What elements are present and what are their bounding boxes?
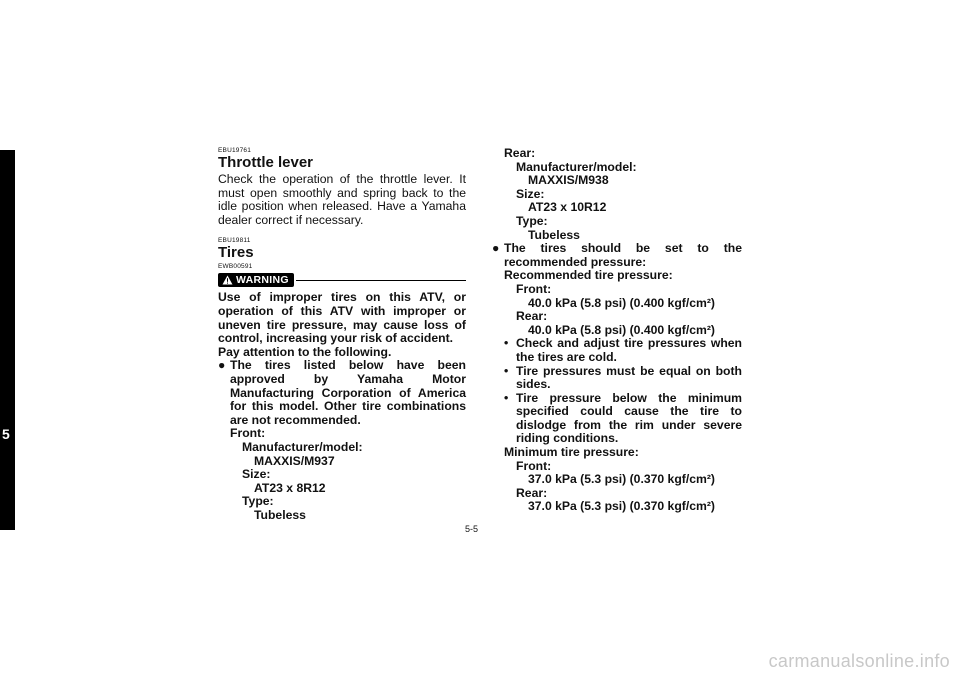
- warning-triangle-icon: [222, 275, 233, 285]
- recommended-pressure-label: Recommended tire pressure:: [504, 268, 673, 283]
- subpoint-text: Tire pressure below the minimum specified could cause the tire to dislodge from the rim under severe riding conditions.: [516, 390, 742, 446]
- rear-label: Rear:: [504, 146, 536, 160]
- rear-manufacturer-label: Manufacturer/model:: [516, 159, 637, 174]
- throttle-section-code: EBU19761: [218, 147, 252, 154]
- page-number: 5-5: [465, 524, 479, 534]
- subpoint-text: Check and adjust tire pressures when the tires are cold.: [516, 336, 742, 364]
- rec-front-label: Front:: [516, 281, 552, 296]
- front-manufacturer-value: MAXXIS/M937: [254, 453, 335, 468]
- throttle-lever-heading: Throttle lever: [218, 154, 314, 171]
- rear-size-value: AT23 x 10R12: [528, 200, 607, 215]
- bullet-small-icon: •: [504, 336, 509, 351]
- rear-size-label: Size:: [516, 186, 545, 201]
- warning-text: Use of improper tires on this ATV, or operation of this ATV with improper or uneven tire pressure, may cause loss of control, increasing your risk of accident.: [218, 290, 466, 346]
- list-item: [504, 365, 742, 392]
- rear-manufacturer-value: MAXXIS/M938: [528, 173, 609, 188]
- list-item: [504, 337, 742, 364]
- front-size-label: Size:: [242, 467, 271, 482]
- min-front-label: Front:: [516, 458, 552, 473]
- bullet-dot-icon: ●: [492, 241, 500, 256]
- min-rear-label: Rear:: [516, 485, 548, 500]
- bullet-small-icon: •: [504, 363, 509, 378]
- attention-text: Pay attention to the following.: [218, 344, 392, 359]
- rear-type-value: Tubeless: [528, 227, 580, 242]
- front-type-value: Tubeless: [254, 507, 306, 522]
- throttle-lever-body: Check the operation of the throttle lever. It must open smoothly and spring back to the idle position when released. Have a Yamaha dealer correct if necessary.: [218, 172, 466, 227]
- rec-rear-label: Rear:: [516, 309, 548, 324]
- warning-label: WARNING: [236, 273, 289, 286]
- approved-tires-text: The tires listed below have been approved by Yamaha Motor Manufacturing Corporation of America for this model. Other tire combinations are not recommended.: [230, 358, 466, 427]
- front-manufacturer-label: Manufacturer/model:: [242, 439, 363, 454]
- warning-rule: [296, 280, 466, 281]
- front-size-value: AT23 x 8R12: [254, 480, 326, 495]
- right-column: [492, 146, 742, 514]
- bullet-small-icon: •: [504, 390, 509, 405]
- min-rear-value: 37.0 kPa (5.3 psi) (0.370 kgf/cm²): [528, 499, 715, 514]
- pressure-set-text: The tires should be set to the recommended pressure:: [504, 241, 742, 269]
- chapter-number: 5: [2, 426, 10, 442]
- front-label: Front:: [230, 426, 266, 441]
- rec-rear-value: 40.0 kPa (5.8 psi) (0.400 kgf/cm²): [528, 322, 715, 337]
- rec-front-value: 40.0 kPa (5.8 psi) (0.400 kgf/cm²): [528, 295, 715, 310]
- left-column: [218, 147, 466, 522]
- warning-header: [218, 272, 466, 288]
- list-item: [218, 359, 466, 427]
- warning-code: EWB00591: [218, 263, 253, 271]
- list-item: [504, 392, 742, 446]
- watermark: carmanualsonline.info: [768, 651, 950, 671]
- front-type-label: Type:: [242, 494, 274, 509]
- min-front-value: 37.0 kPa (5.3 psi) (0.370 kgf/cm²): [528, 472, 715, 487]
- bullet-dot-icon: ●: [218, 358, 226, 373]
- tires-heading: Tires: [218, 244, 254, 262]
- minimum-pressure-label: Minimum tire pressure:: [504, 445, 639, 460]
- chapter-side-tab: [0, 150, 15, 530]
- warning-badge: [218, 273, 294, 287]
- tires-section-code: EBU19811: [218, 237, 251, 245]
- rear-type-label: Type:: [516, 213, 548, 228]
- subpoint-text: Tire pressures must be equal on both sides.: [516, 363, 742, 392]
- list-item: [492, 242, 742, 269]
